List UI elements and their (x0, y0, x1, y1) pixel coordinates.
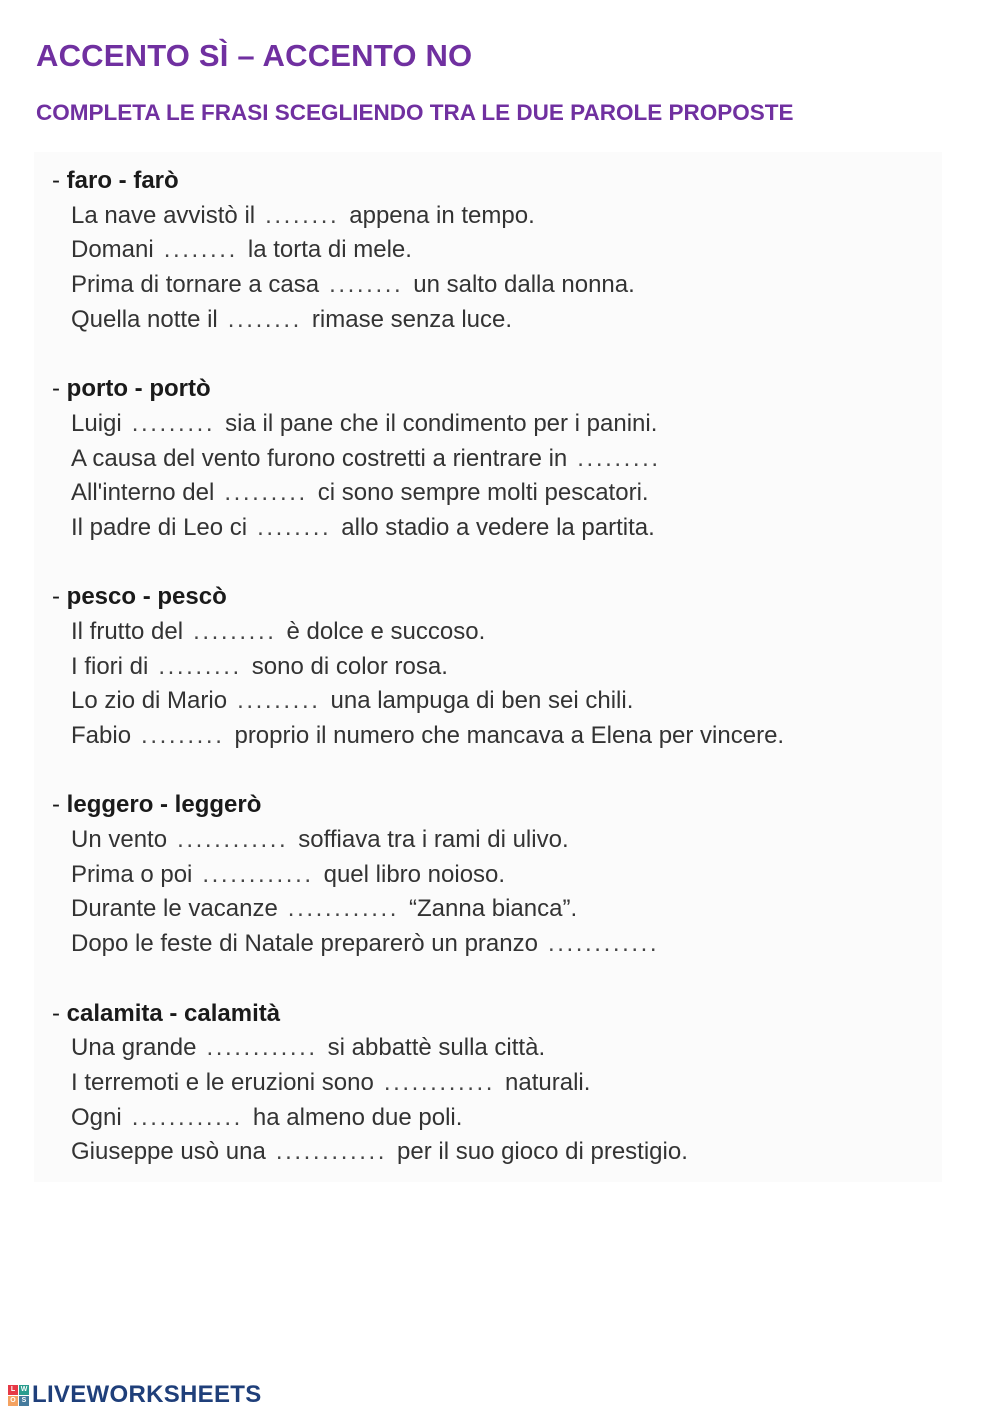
sentence-start: La nave avvistò il (71, 201, 256, 229)
exercise-section (52, 788, 952, 961)
sentence-row (52, 476, 952, 511)
liveworksheets-logo[interactable] (8, 1380, 262, 1410)
answer-blank[interactable]: ............ (547, 930, 660, 958)
answer-blank[interactable]: ......... (577, 444, 661, 472)
sentence-end: soffiava tra i rami di ulivo. (298, 826, 569, 854)
word-pair: pesco - pescò (66, 583, 227, 611)
logo-text: LIVEWORKSHEETS (32, 1381, 262, 1408)
sentence-start: Lo zio di Mario (71, 687, 228, 715)
sentence-row (52, 511, 952, 546)
answer-blank[interactable]: ........ (163, 236, 238, 264)
word-pair: porto - portò (66, 375, 211, 403)
sentence-end: si abbattè sulla città. (327, 1034, 546, 1062)
word-pair: leggero - leggerò (66, 791, 262, 819)
sentence-end: ci sono sempre molti pescatori. (317, 479, 649, 507)
word-pair-heading (52, 164, 952, 199)
word-pair: calamita - calamità (66, 999, 281, 1027)
bullet-dash: - (52, 791, 67, 819)
sentence-end: appena in tempo. (349, 201, 535, 229)
exercise-section (52, 164, 952, 337)
sentence-start: Durante le vacanze (71, 895, 278, 923)
logo-icon (8, 1385, 29, 1406)
sentence-start: Il padre di Leo ci (71, 513, 248, 541)
sentence-start: I terremoti e le eruzioni sono (71, 1068, 374, 1096)
bullet-dash: - (52, 583, 67, 611)
bullet-dash: - (52, 999, 67, 1027)
sentence-end: una lampuga di ben sei chili. (330, 687, 634, 715)
sentence-start: A causa del vento furono costretti a rientrare in (71, 444, 568, 472)
sentence-row (52, 719, 952, 754)
word-pair-heading (52, 788, 952, 823)
answer-blank[interactable]: ......... (158, 652, 242, 680)
answer-blank[interactable]: ............ (383, 1068, 496, 1096)
sentence-end: “Zanna bianca”. (409, 895, 578, 923)
sentence-end: naturali. (505, 1068, 591, 1096)
logo-cell: W (20, 1385, 28, 1393)
sentence-row (52, 1066, 952, 1101)
answer-blank[interactable]: ........ (265, 201, 340, 229)
sentence-row (52, 892, 952, 927)
answer-blank[interactable]: ............ (287, 895, 400, 923)
logo-cell: L (8, 1385, 18, 1395)
sentence-end: sia il pane che il condimento per i panini. (225, 409, 658, 437)
logo-cell: O (8, 1396, 18, 1406)
sentence-end: è dolce e succoso. (286, 617, 486, 645)
sentence-row (52, 1031, 952, 1066)
sentence-end: proprio il numero che mancava a Elena per vincere. (234, 722, 785, 749)
sentence-end: un salto dalla nonna. (413, 271, 635, 299)
sentence-row (52, 1101, 952, 1136)
sentence-start: Luigi (71, 409, 122, 437)
answer-blank[interactable]: ......... (193, 617, 277, 645)
bullet-dash: - (52, 375, 67, 403)
answer-blank[interactable]: ............ (177, 826, 289, 854)
answer-blank[interactable]: ............ (275, 1138, 388, 1166)
sentence-start: Quella notte il (71, 305, 218, 333)
sentence-start: Dopo le feste di Natale preparerò un pranzo (71, 930, 538, 958)
answer-blank[interactable]: ......... (224, 479, 308, 507)
sentence-row (52, 858, 952, 893)
answer-blank[interactable]: ........ (257, 513, 332, 541)
exercise-section (52, 372, 952, 545)
word-pair-heading (52, 580, 952, 615)
sentence-start: Una grande (71, 1034, 197, 1062)
sentence-end: allo stadio a vedere la partita. (341, 513, 655, 541)
sentence-start: Giuseppe usò una (71, 1138, 266, 1166)
worksheet-instructions: COMPLETA LE FRASI SCEGLIENDO TRA LE DUE PAROLE PROPOSTE (36, 100, 794, 125)
answer-blank[interactable]: ............ (202, 860, 314, 888)
sentence-start: Ogni (71, 1103, 122, 1131)
sentence-row (52, 927, 952, 962)
sentence-row (52, 303, 952, 338)
sentence-start: Prima di tornare a casa (71, 271, 320, 299)
sentence-end: la torta di mele. (247, 236, 412, 264)
word-pair-heading (52, 997, 952, 1032)
sentence-start: Fabio (71, 722, 132, 749)
sentence-end: quel libro noioso. (323, 860, 506, 888)
sentence-start: Prima o poi (71, 860, 193, 888)
bullet-dash: - (52, 167, 67, 194)
sentence-end: ha almeno due poli. (252, 1103, 463, 1131)
answer-blank[interactable]: ............ (206, 1034, 318, 1062)
word-pair-heading (52, 372, 952, 407)
answer-blank[interactable]: ........ (329, 271, 404, 299)
sentence-start: Domani (71, 236, 154, 264)
sentence-row (52, 268, 952, 303)
logo-cell: S (19, 1396, 29, 1406)
sentence-start: Il frutto del (71, 617, 184, 645)
worksheet-title: ACCENTO SÌ – ACCENTO NO (36, 38, 473, 73)
sentence-row (52, 684, 952, 719)
sentence-start: All'interno del (71, 479, 215, 507)
answer-blank[interactable]: ......... (141, 722, 225, 749)
sentence-row (52, 407, 952, 442)
sentence-start: I fiori di (71, 652, 149, 680)
sentence-row (52, 615, 952, 650)
sentence-row (52, 650, 952, 685)
sentence-end: sono di color rosa. (251, 652, 448, 680)
sentence-row (52, 823, 952, 858)
answer-blank[interactable]: ............ (131, 1103, 243, 1131)
exercise-section (52, 580, 952, 753)
word-pair: faro - farò (66, 167, 179, 194)
sentence-row (52, 442, 952, 477)
exercise-sections (52, 164, 952, 1205)
answer-blank[interactable]: ......... (131, 409, 216, 437)
sentence-row (52, 199, 952, 234)
sentence-row (52, 1135, 952, 1170)
sentence-start: Un vento (71, 826, 168, 854)
answer-blank[interactable]: ........ (227, 305, 302, 333)
sentence-end: rimase senza luce. (311, 305, 513, 333)
sentence-end: per il suo gioco di prestigio. (397, 1138, 688, 1166)
exercise-section (52, 997, 952, 1170)
sentence-row (52, 233, 952, 268)
answer-blank[interactable]: ......... (237, 687, 321, 715)
